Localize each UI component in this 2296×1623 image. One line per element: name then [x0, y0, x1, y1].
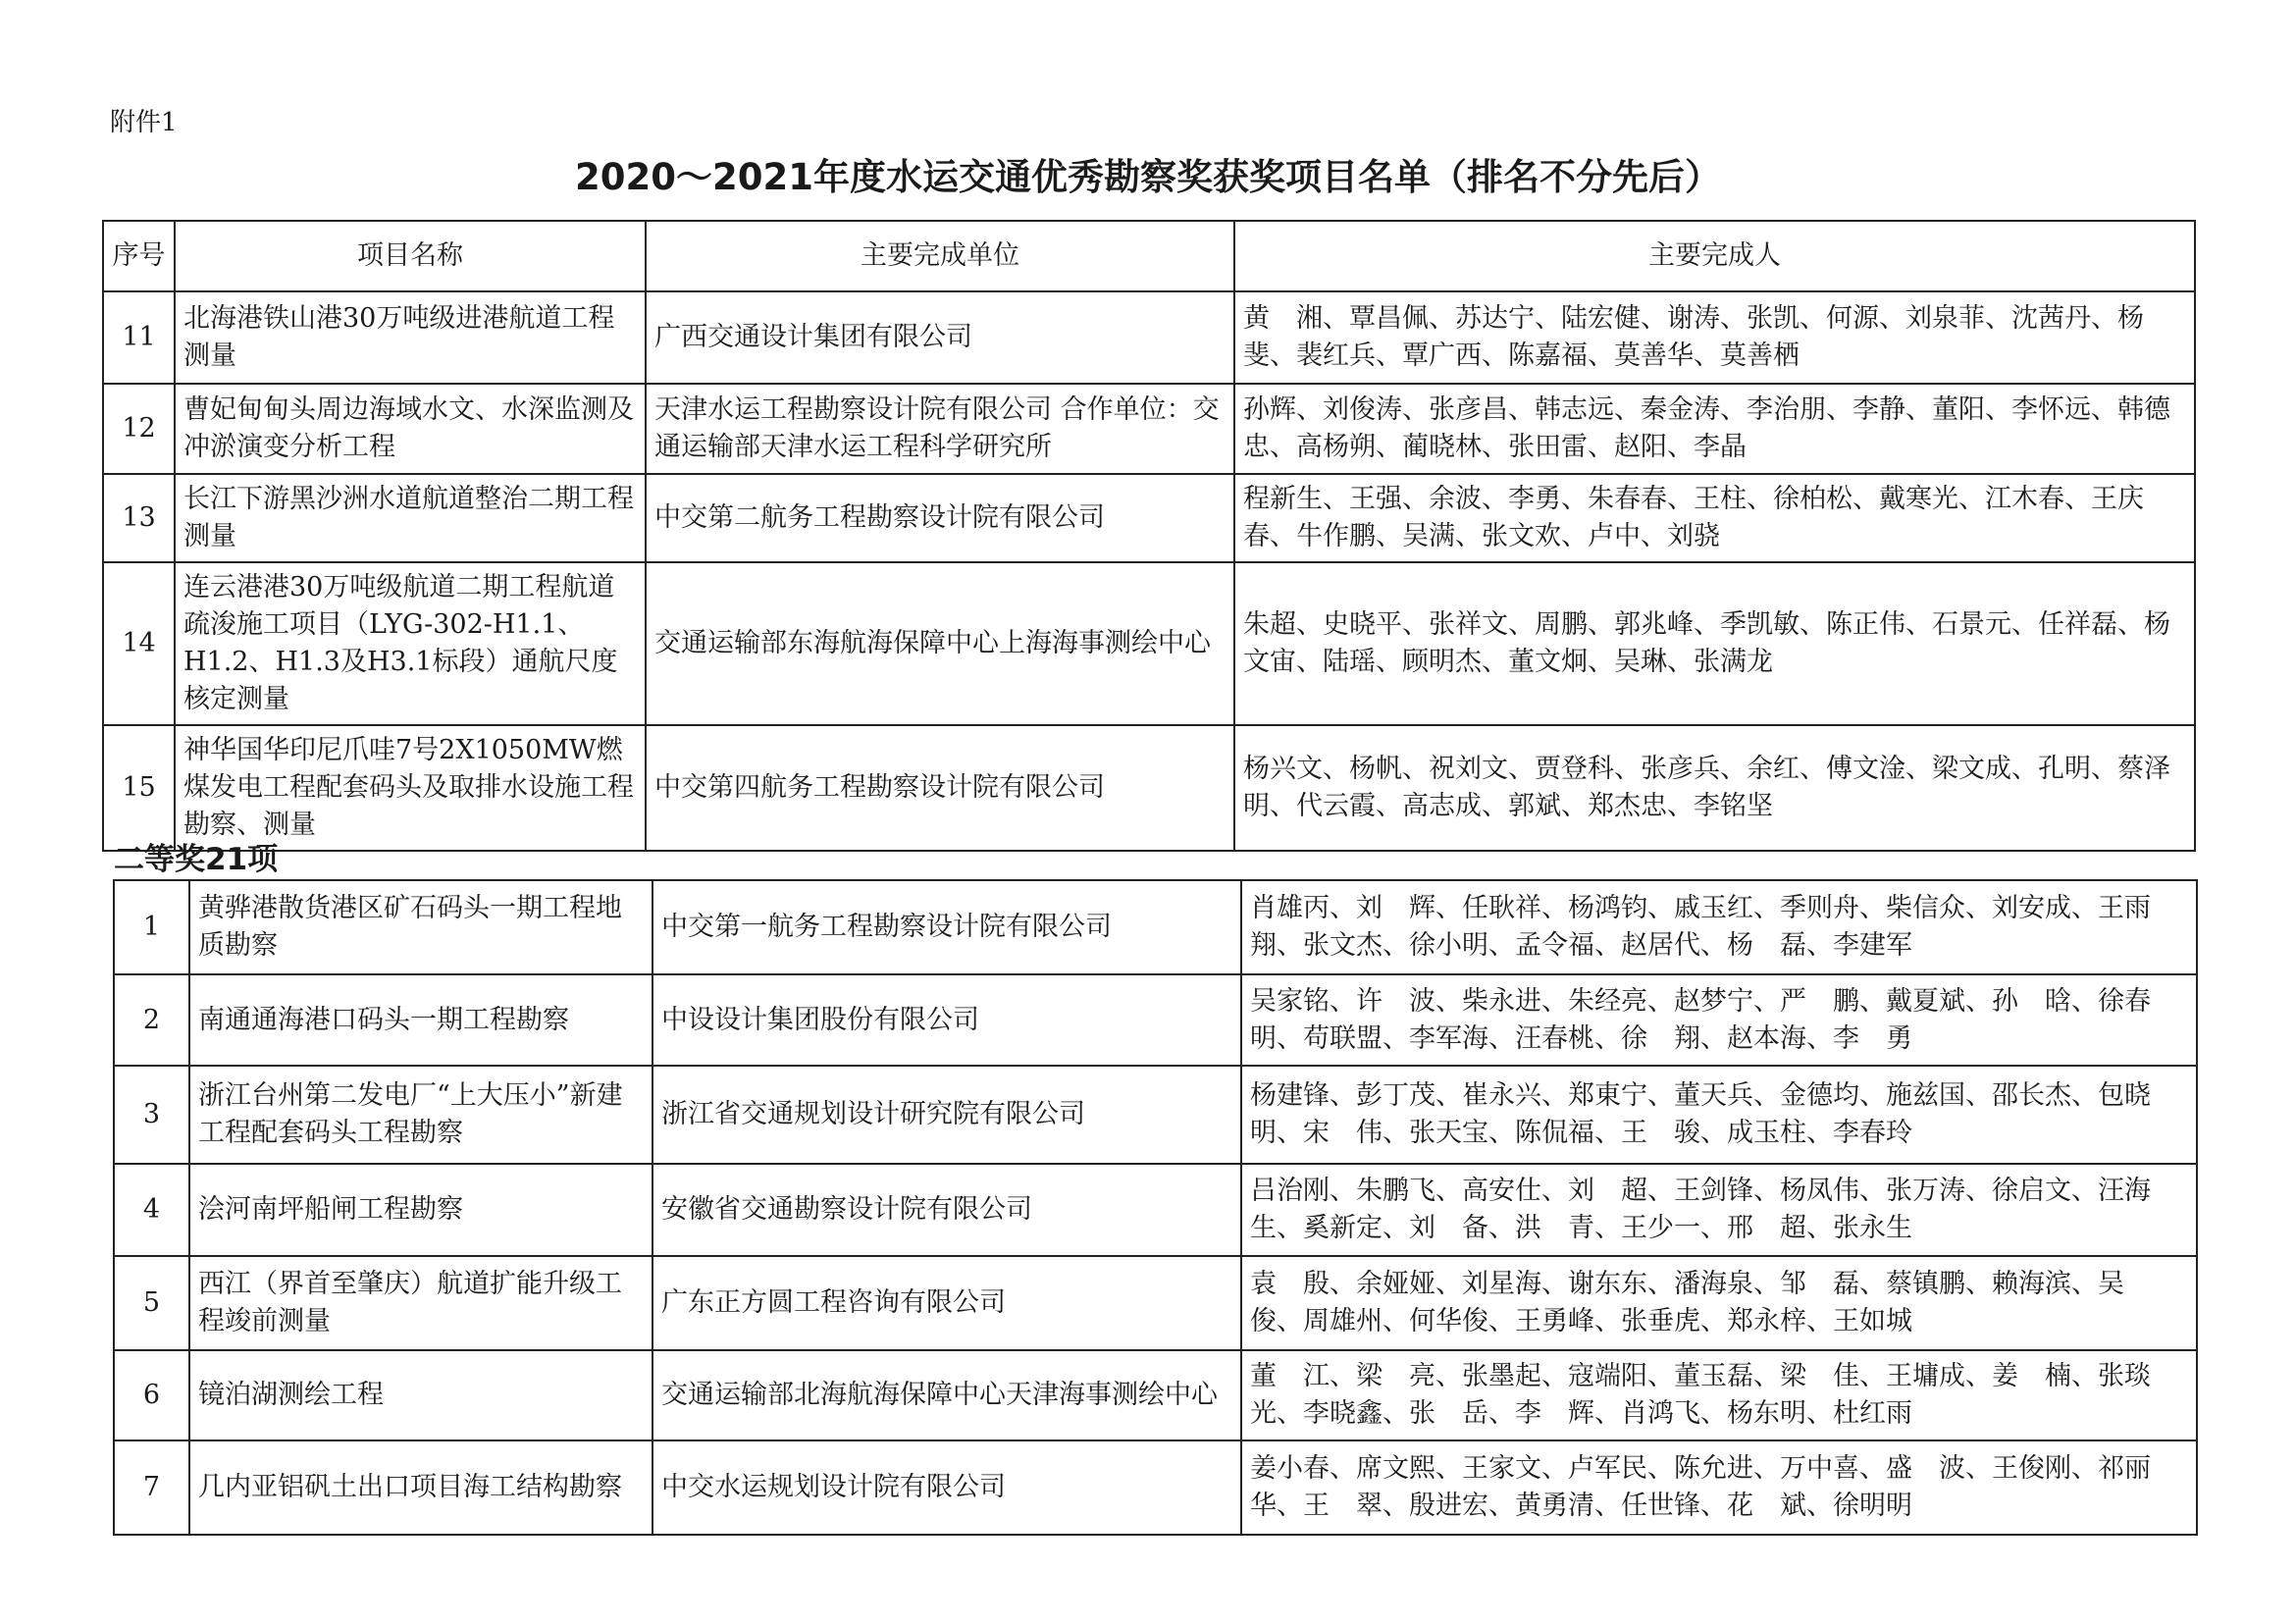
- table-row: [103, 291, 2195, 384]
- row-people: 程新生、王强、余波、李勇、朱春春、王柱、徐柏松、戴寒光、江木春、王庆春、牛作鹏、吴满、张文欢、卢中、刘骁: [1234, 474, 2195, 562]
- row-project: 连云港港30万吨级航道二期工程航道疏浚施工项目（LYG-302-H1.1、H1.2、H1.3及H3.1标段）通航尺度核定测量: [175, 562, 646, 725]
- row-unit: 中交第一航务工程勘察设计院有限公司: [652, 880, 1241, 974]
- row-project: 浍河南坪船闸工程勘察: [189, 1164, 652, 1256]
- row-no: 4: [114, 1164, 189, 1256]
- row-people: 吕治刚、朱鹏飞、高安仕、刘 超、王剑锋、杨凤伟、张万涛、徐启文、汪海生、奚新定、刘 备、洪 青、王少一、邢 超、张永生: [1241, 1164, 2197, 1256]
- row-project: 西江（界首至肇庆）航道扩能升级工程竣前测量: [189, 1256, 652, 1350]
- row-unit: 中交第四航务工程勘察设计院有限公司: [646, 725, 1234, 851]
- header-project: 项目名称: [175, 221, 646, 291]
- row-people: 杨建锋、彭丁茂、崔永兴、郑東宁、董天兵、金德均、施兹国、邵长杰、包晓明、宋 伟、张天宝、陈侃福、王 骏、成玉柱、李春玲: [1241, 1066, 2197, 1164]
- row-unit: 交通运输部东海航海保障中心上海海事测绘中心: [646, 562, 1234, 725]
- row-no: 6: [114, 1350, 189, 1440]
- table-row: [103, 562, 2195, 725]
- row-no: 12: [103, 384, 175, 474]
- row-project: 曹妃甸甸头周边海域水文、水深监测及冲淤演变分析工程: [175, 384, 646, 474]
- row-project: 黄骅港散货港区矿石码头一期工程地质勘察: [189, 880, 652, 974]
- row-people: 孙辉、刘俊涛、张彦昌、韩志远、秦金涛、李治朋、李静、董阳、李怀远、韩德忠、高杨朔、蔺晓林、张田雷、赵阳、李晶: [1234, 384, 2195, 474]
- row-unit: 广西交通设计集团有限公司: [646, 291, 1234, 384]
- award-table-first-prize: [102, 220, 2196, 852]
- row-project: 几内亚铝矾土出口项目海工结构勘察: [189, 1440, 652, 1535]
- row-project: 长江下游黑沙洲水道航道整治二期工程测量: [175, 474, 646, 562]
- row-no: 15: [103, 725, 175, 851]
- attachment-label: 附件1: [110, 108, 178, 137]
- table-row: [103, 474, 2195, 562]
- table-row: [103, 725, 2195, 851]
- row-unit: 浙江省交通规划设计研究院有限公司: [652, 1066, 1241, 1164]
- row-project: 南通通海港口码头一期工程勘察: [189, 974, 652, 1066]
- table-row: [114, 1256, 2197, 1350]
- row-no: 1: [114, 880, 189, 974]
- row-no: 13: [103, 474, 175, 562]
- row-no: 7: [114, 1440, 189, 1535]
- table-row: [114, 1066, 2197, 1164]
- row-project: 镜泊湖测绘工程: [189, 1350, 652, 1440]
- row-no: 11: [103, 291, 175, 384]
- section-heading-second-prize: 二等奖21项: [114, 842, 279, 877]
- row-no: 2: [114, 974, 189, 1066]
- row-people: 朱超、史晓平、张祥文、周鹏、郭兆峰、季凯敏、陈正伟、石景元、任祥磊、杨文宙、陆瑶、顾明杰、董文炯、吴琳、张满龙: [1234, 562, 2195, 725]
- row-no: 14: [103, 562, 175, 725]
- row-people: 肖雄丙、刘 辉、任耿祥、杨鸿钧、戚玉红、季则舟、柴信众、刘安成、王雨翔、张文杰、徐小明、孟令福、赵居代、杨 磊、李建军: [1241, 880, 2197, 974]
- row-project: 北海港铁山港30万吨级进港航道工程测量: [175, 291, 646, 384]
- row-no: 3: [114, 1066, 189, 1164]
- row-people: 姜小春、席文熙、王家文、卢军民、陈允进、万中喜、盛 波、王俊刚、祁丽华、王 翠、殷进宏、黄勇清、任世锋、花 斌、徐明明: [1241, 1440, 2197, 1535]
- table-row: [114, 1164, 2197, 1256]
- header-unit: 主要完成单位: [646, 221, 1234, 291]
- table-row: [114, 1350, 2197, 1440]
- row-people: 杨兴文、杨帆、祝刘文、贾登科、张彦兵、余红、傅文淦、梁文成、孔明、蔡泽明、代云霞、高志成、郭斌、郑杰忠、李铭坚: [1234, 725, 2195, 851]
- row-no: 5: [114, 1256, 189, 1350]
- table-row: [114, 974, 2197, 1066]
- row-unit: 中设设计集团股份有限公司: [652, 974, 1241, 1066]
- page-title: 2020～2021年度水运交通优秀勘察奖获奖项目名单（排名不分先后）: [575, 156, 1721, 198]
- table-header-row: [103, 221, 2195, 291]
- award-table-second-prize: [113, 879, 2198, 1536]
- row-people: 吴家铭、许 波、柴永进、朱经亮、赵梦宁、严 鹏、戴夏斌、孙 晗、徐春明、苟联盟、李军海、汪春桃、徐 翔、赵本海、李 勇: [1241, 974, 2197, 1066]
- row-people: 黄 湘、覃昌佩、苏达宁、陆宏健、谢涛、张凯、何源、刘泉菲、沈茜丹、杨斐、裴红兵、覃广西、陈嘉福、莫善华、莫善栖: [1234, 291, 2195, 384]
- row-unit: 广东正方圆工程咨询有限公司: [652, 1256, 1241, 1350]
- row-unit: 天津水运工程勘察设计院有限公司 合作单位：交通运输部天津水运工程科学研究所: [646, 384, 1234, 474]
- row-unit: 安徽省交通勘察设计院有限公司: [652, 1164, 1241, 1256]
- row-unit: 中交第二航务工程勘察设计院有限公司: [646, 474, 1234, 562]
- header-no: 序号: [103, 221, 175, 291]
- row-unit: 交通运输部北海航海保障中心天津海事测绘中心: [652, 1350, 1241, 1440]
- row-people: 袁 殷、余娅娅、刘星海、谢东东、潘海泉、邹 磊、蔡镇鹏、赖海滨、吴 俊、周雄州、何华俊、王勇峰、张垂虎、郑永梓、王如城: [1241, 1256, 2197, 1350]
- table-row: [114, 880, 2197, 974]
- header-people: 主要完成人: [1234, 221, 2195, 291]
- row-unit: 中交水运规划设计院有限公司: [652, 1440, 1241, 1535]
- table-row: [114, 1440, 2197, 1535]
- row-project: 神华国华印尼爪哇7号2X1050MW燃煤发电工程配套码头及取排水设施工程勘察、测量: [175, 725, 646, 851]
- row-people: 董 江、梁 亮、张墨起、寇端阳、董玉磊、梁 佳、王墉成、姜 楠、张琰光、李晓鑫、张 岳、李 辉、肖鸿飞、杨东明、杜红雨: [1241, 1350, 2197, 1440]
- row-project: 浙江台州第二发电厂“上大压小”新建工程配套码头工程勘察: [189, 1066, 652, 1164]
- table-row: [103, 384, 2195, 474]
